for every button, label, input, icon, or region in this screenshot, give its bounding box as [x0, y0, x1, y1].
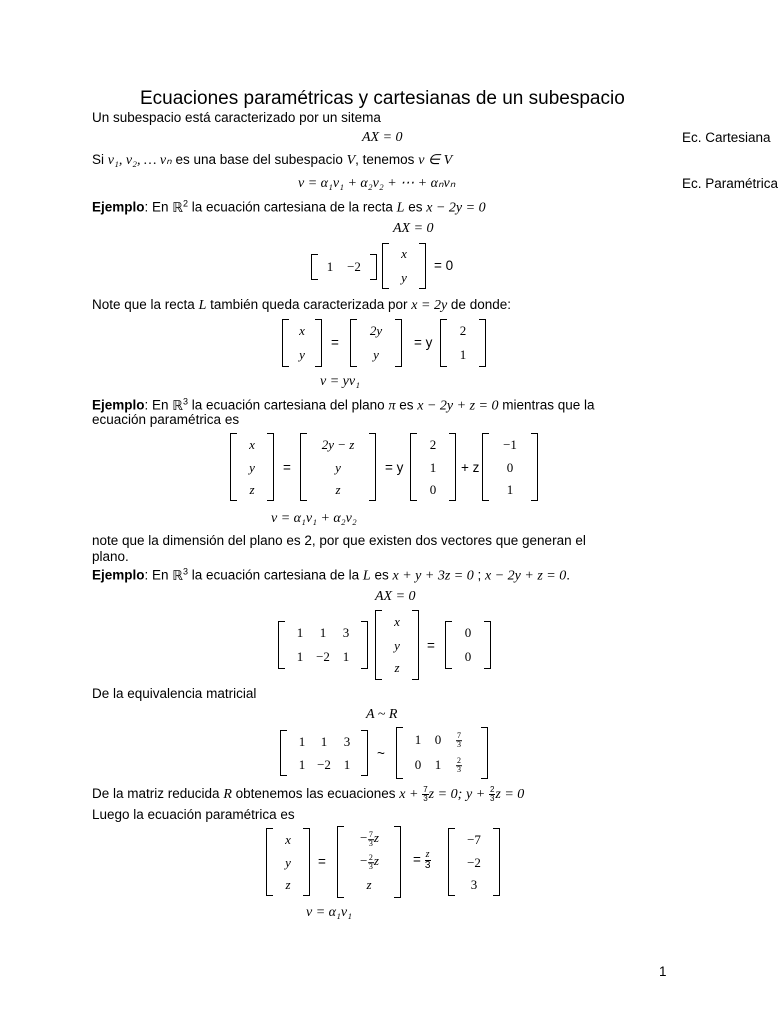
matrix-cell: 3: [470, 877, 478, 892]
subspace-V: V: [346, 153, 356, 168]
note1-result: v = yv₁: [320, 374, 360, 389]
example3-A-matrix: [278, 621, 368, 669]
matrix-R: R: [223, 787, 232, 803]
intro-text: Un subespacio está caracterizado por un sitema: [92, 110, 381, 125]
param-equals-fraction: [413, 850, 431, 871]
fraction: [456, 732, 462, 749]
matrix-cell: 2y: [369, 323, 383, 338]
matrix-cell: [359, 853, 379, 871]
R-exponent: 3: [183, 566, 189, 576]
matrix-cell: 3: [343, 734, 351, 749]
matrix-cell: −2: [467, 855, 481, 870]
matrix-cell: x: [285, 832, 291, 847]
numerator: 7: [423, 785, 428, 794]
matrix-cell: 1: [342, 649, 350, 664]
example2-text-d: mientras que la: [502, 397, 595, 413]
real-space-symbol: [172, 200, 188, 215]
parametric-label: Ec. Paramétrica: [682, 176, 778, 191]
eq2-part: z = 0: [495, 787, 525, 803]
note1-text-b: también queda caracterizada por: [210, 297, 408, 312]
example1-equation: x − 2y = 0: [426, 200, 486, 216]
period: .: [566, 567, 570, 583]
equals-sign: =: [331, 335, 339, 350]
example2-text-b: la ecuación cartesiana del plano: [191, 397, 385, 413]
basis-vectors: v₁, v₂, … vₙ: [107, 153, 172, 168]
eq1-part: x +: [399, 787, 419, 803]
matrix-cell: 2y − z: [321, 437, 355, 452]
matrix-cell: 1: [429, 460, 437, 475]
matrix-cell: 2: [429, 437, 437, 452]
matrix-cell: y: [299, 347, 305, 362]
cartesian-label: Ec. Cartesiana: [682, 130, 771, 145]
note2-line2: plano.: [92, 549, 129, 564]
equals-sign: =: [427, 638, 435, 653]
example1-sentence: [92, 198, 486, 217]
matrix-cell: −2: [317, 757, 331, 772]
equivalence-text: De la equivalencia matricial: [92, 686, 257, 701]
page-title: Ecuaciones paramétricas y cartesianas de un subespacio: [140, 88, 625, 109]
equals-sign: =: [283, 460, 291, 475]
R-symbol: ℝ: [172, 397, 183, 413]
example1-var-vector: [382, 243, 426, 289]
equiv-R-matrix: [396, 727, 488, 779]
equivalence-tilde: ~: [377, 746, 385, 761]
matrix-cell: z: [394, 660, 400, 675]
numerator: z: [425, 849, 430, 860]
param-result: v = α₁v₁: [306, 905, 352, 920]
matrix-cell: [359, 830, 379, 848]
param-text: Luego la ecuación paramétrica es: [92, 807, 295, 822]
si-pre: Si: [92, 152, 105, 167]
si-mid: es una base del subespacio: [175, 152, 343, 167]
matrix-cell: z: [285, 877, 291, 892]
si-tenemos: , tenemos: [355, 152, 415, 167]
matrix-cell: y: [249, 460, 255, 475]
matrix-cell: 3: [342, 625, 350, 640]
denominator: 3: [368, 861, 373, 871]
example2-equation: x − 2y + z = 0: [417, 398, 499, 414]
A-sim-R: A ~ R: [366, 707, 398, 722]
matrix-cell: −1: [503, 437, 517, 452]
equals-y: = y: [414, 335, 433, 350]
line-L: L: [396, 200, 405, 216]
equiv-A-matrix: [280, 730, 368, 776]
example3-label: Ejemplo: [92, 567, 145, 583]
matrix-cell: x: [299, 323, 305, 338]
fraction: [456, 757, 462, 774]
real-space-symbol: [172, 398, 188, 413]
matrix-cell: x: [401, 246, 407, 261]
matrix-cell: 0: [506, 460, 514, 475]
fraction: [425, 850, 431, 871]
matrix-cell: x: [249, 437, 255, 452]
equals-sign: =: [413, 852, 421, 868]
note1-lhs-vector: [282, 319, 322, 367]
numerator: 2: [489, 785, 495, 794]
note1-basis-vector: [440, 319, 486, 367]
matrix-cell: y: [373, 347, 379, 362]
z-var: z: [373, 830, 379, 846]
example2-result: v = α₁v₁ + α₂v₂: [271, 511, 357, 526]
matrix-cell: 1: [296, 649, 304, 664]
matrix-cell: y: [401, 270, 407, 285]
R-symbol: ℝ: [172, 199, 183, 215]
matrix-cell: 1: [326, 259, 334, 274]
example1-text-a: : En: [144, 199, 169, 215]
example2-label: Ejemplo: [92, 397, 145, 413]
example2-text-a: : En: [144, 397, 169, 413]
numerator: 2: [368, 852, 373, 862]
param-basis-vector: [448, 828, 500, 896]
example1-eq-zero: = 0: [434, 258, 454, 273]
matrix-cell: 1: [298, 757, 306, 772]
page-number: 1: [659, 964, 667, 979]
matrix-cell: 1: [459, 347, 467, 362]
example3-text-a: : En: [144, 567, 169, 583]
param-mid-vector: [337, 826, 401, 898]
example3-text-b: la ecuación cartesiana de la: [191, 567, 360, 583]
denominator: 3: [489, 794, 495, 803]
matrix-cell: 1: [506, 482, 514, 497]
matrix-cell: 1: [343, 757, 351, 772]
param-lhs-vector: [266, 828, 310, 896]
matrix-cell: 1: [434, 757, 442, 772]
denominator: 3: [423, 794, 428, 803]
matrix-cell-fraction: [456, 756, 462, 774]
note1-text-c: de donde:: [450, 297, 511, 312]
reduced-sentence: [92, 786, 524, 803]
matrix-cell: z: [335, 482, 341, 497]
matrix-cell: y: [335, 460, 341, 475]
matrix-cell: −2: [347, 259, 361, 274]
matrix-cell: y: [285, 855, 291, 870]
example3-sentence: [92, 566, 570, 585]
note1-equation: x = 2y: [411, 298, 448, 313]
note1-sentence: [92, 297, 511, 314]
line-L: L: [362, 568, 371, 584]
basis-sentence: [92, 152, 452, 169]
denominator: 3: [424, 860, 431, 871]
separator: ;: [477, 567, 482, 583]
matrix-cell: −2: [316, 649, 330, 664]
R-exponent: 2: [183, 198, 189, 208]
denominator: 3: [368, 838, 373, 848]
matrix-cell: y: [394, 638, 400, 653]
note1-mid-vector: [350, 319, 402, 367]
example2-text-c: es: [399, 397, 414, 413]
cartesian-equation: AX = 0: [362, 130, 403, 145]
example2-mid-vector: [300, 433, 376, 501]
note1-text-a: Note que la recta: [92, 297, 195, 312]
R-symbol: ℝ: [172, 567, 183, 583]
example2-line2: ecuación paramétrica es: [92, 412, 240, 427]
v-in-V: v ∈ V: [418, 153, 453, 168]
reduced-text-b: obtenemos las ecuaciones: [235, 786, 396, 802]
example3-equation2: x − 2y + z = 0: [485, 568, 567, 584]
parametric-combination: v = α₁v₁ + α₂v₂ + ⋯ + αₙvₙ: [298, 176, 456, 191]
matrix-cell: 1: [298, 734, 306, 749]
example1-row-matrix: [311, 254, 377, 280]
example2-lhs-vector: [230, 433, 274, 501]
matrix-cell: 0: [429, 482, 437, 497]
denominator: 3: [457, 739, 461, 749]
example3-var-vector: [375, 610, 419, 680]
example1-text-c: es: [408, 199, 423, 215]
plane-pi: π: [388, 398, 396, 414]
minus-sign: −: [359, 853, 368, 869]
numerator: 2: [457, 755, 461, 765]
matrix-cell: 0: [414, 757, 422, 772]
eq1-part: z = 0;: [428, 787, 463, 803]
note2-line1: note que la dimensión del plano es 2, por que existen dos vectores que generan el: [92, 533, 586, 548]
plus-z: + z: [461, 460, 480, 475]
matrix-cell: 0: [434, 732, 442, 747]
matrix-cell: x: [394, 614, 400, 629]
line-L: L: [198, 298, 207, 313]
matrix-cell: 1: [319, 625, 327, 640]
denominator: 3: [457, 764, 461, 774]
equals-y: = y: [385, 460, 404, 475]
minus-sign: −: [359, 830, 368, 846]
example1-label: Ejemplo: [92, 199, 145, 215]
matrix-cell: z: [366, 877, 372, 892]
matrix-cell: 0: [464, 649, 472, 664]
matrix-cell: 0: [464, 625, 472, 640]
example1-ax: AX = 0: [393, 221, 434, 236]
example2-vector1: [410, 433, 456, 501]
example3-zero-vector: [445, 621, 491, 669]
matrix-cell: 1: [320, 734, 328, 749]
numerator: 7: [368, 829, 373, 839]
real-space-symbol: [172, 568, 188, 583]
matrix-cell: −7: [467, 832, 481, 847]
example1-text-b: la ecuación cartesiana de la recta: [191, 199, 393, 215]
example3-equation1: x + y + 3z = 0: [392, 568, 474, 584]
equals-sign: =: [318, 854, 326, 869]
numerator: 7: [457, 730, 461, 740]
matrix-cell: z: [249, 482, 255, 497]
matrix-cell-fraction: [456, 731, 462, 749]
R-exponent: 3: [183, 396, 189, 406]
reduced-text-a: De la matriz reducida: [92, 786, 220, 802]
z-var: z: [373, 853, 379, 869]
matrix-cell: 1: [414, 732, 422, 747]
matrix-cell: 2: [459, 323, 467, 338]
example3-ax: AX = 0: [375, 589, 416, 604]
eq2-part: y +: [466, 787, 486, 803]
matrix-cell: 1: [296, 625, 304, 640]
example3-text-c: es: [374, 567, 389, 583]
example2-vector2: [482, 433, 538, 501]
